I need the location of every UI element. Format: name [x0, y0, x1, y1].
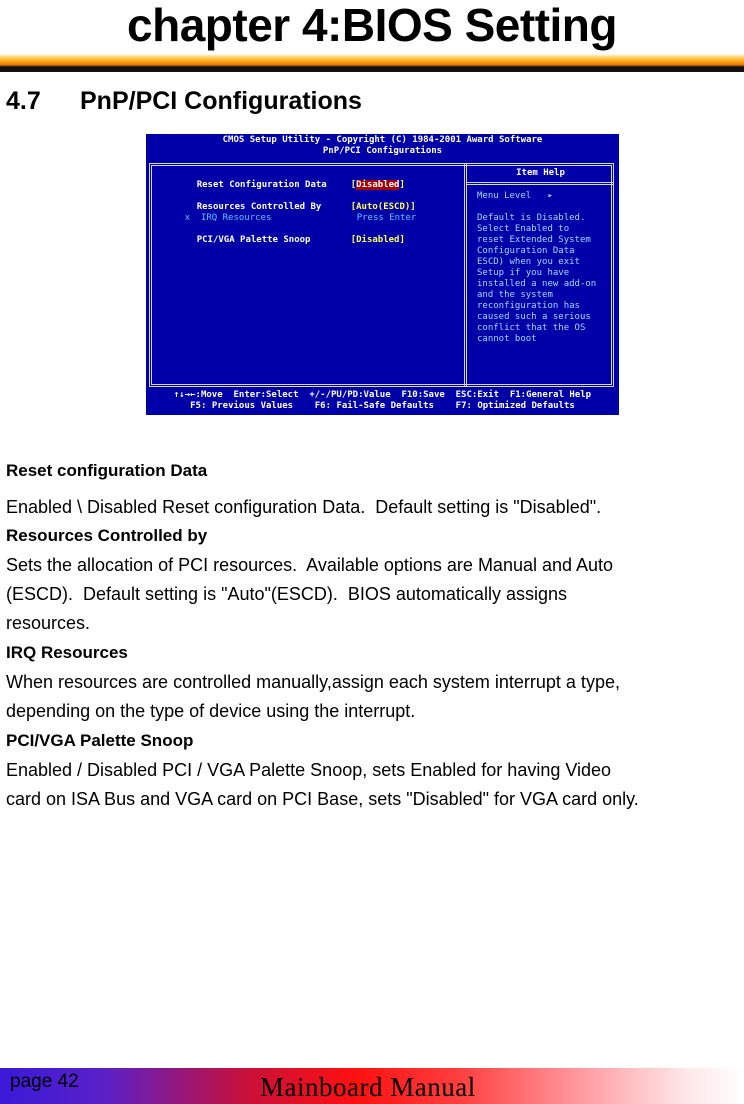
section-number: 4.7	[6, 87, 41, 115]
snoop-text-1: Enabled / Disabled PCI / VGA Palette Snoop, sets Enabled for having Video	[6, 760, 612, 780]
section-heading	[6, 86, 362, 116]
help-line: Configuration Data	[477, 246, 575, 256]
help-line: cannot boot	[477, 334, 537, 344]
bios-header-line2: PnP/PCI Configurations	[322, 146, 443, 156]
bios-item-palette-snoop[interactable]	[175, 224, 310, 257]
irq-heading: IRQ Resources	[6, 643, 128, 662]
snoop-text-2: card on ISA Bus and VGA card on PCI Base, sets "Disabled" for VGA card only.	[6, 789, 639, 809]
bios-header-line1: CMOS Setup Utility - Copyright (C) 1984-2001 Award Software	[222, 135, 543, 145]
irq-text-1: When resources are controlled manually,assign each system interrupt a type,	[6, 672, 620, 692]
bios-key-help-line1: ↑↓→←:Move Enter:Select +/-/PU/PD:Value F10:Save ESC:Exit F1:General Help	[173, 390, 592, 400]
bios-item-label: Reset Configuration Data	[196, 180, 327, 190]
bios-menu-level: Menu Level ▸	[477, 191, 553, 201]
help-line: ESCD) when you exit	[477, 257, 580, 267]
title-rule	[0, 54, 744, 72]
bios-item-label: PCI/VGA Palette Snoop	[196, 235, 311, 245]
bios-help-divider	[467, 182, 614, 185]
help-line: reconfiguration has	[477, 301, 580, 311]
reset-config-text: Enabled \ Disabled Reset configuration Data. Default setting is "Disabled".	[6, 497, 602, 517]
bios-header	[146, 135, 619, 157]
bios-item-value: Press Enter	[356, 213, 417, 223]
bios-help-title: Item Help	[516, 168, 565, 178]
help-line: Default is Disabled.	[477, 213, 586, 223]
help-line: installed a new add-on	[477, 279, 597, 289]
resources-text-2: (ESCD). Default setting is "Auto"(ESCD). BIOS automatically assigns	[6, 584, 567, 604]
page-footer	[0, 1068, 744, 1104]
help-line: Select Enabled to	[477, 224, 570, 234]
irq-text-2: depending on the type of device using the interrupt.	[6, 701, 416, 721]
bios-item-value: [Disabled]	[350, 180, 405, 190]
snoop-heading: PCI/VGA Palette Snoop	[6, 731, 194, 750]
reset-config-heading: Reset configuration Data	[6, 461, 208, 480]
resources-heading: Resources Controlled by	[6, 526, 208, 545]
bios-key-help-line2: F5: Previous Values F6: Fail-Safe Defaults F7: Optimized Defaults	[190, 401, 575, 411]
bios-item-value: [Disabled]	[350, 235, 405, 245]
help-line: caused such a serious	[477, 312, 591, 322]
help-line: and the system	[477, 290, 553, 300]
resources-text-3: resources.	[6, 613, 91, 633]
help-line: Setup if you have	[477, 268, 570, 278]
help-line: conflict that the OS	[477, 323, 586, 333]
bios-item-label: Resources Controlled By	[196, 202, 322, 212]
bios-panel-divider	[464, 163, 467, 387]
bios-item-value: [Auto(ESCD)]	[350, 202, 416, 212]
bios-screenshot	[146, 134, 619, 415]
bios-selected-value: Disabled	[356, 180, 400, 190]
manual-title: Mainboard Manual	[260, 1072, 476, 1102]
bios-item-label: x IRQ Resources	[184, 213, 272, 223]
help-line: reset Extended System	[477, 235, 591, 245]
chapter-title: chapter 4:BIOS Setting	[127, 0, 617, 51]
bios-value-palette-snoop[interactable]	[329, 224, 405, 257]
resources-text-1: Sets the allocation of PCI resources. Available options are Manual and Auto	[6, 555, 614, 575]
page-number: page 42	[10, 1071, 79, 1092]
section-title: PnP/PCI Configurations	[80, 87, 362, 115]
